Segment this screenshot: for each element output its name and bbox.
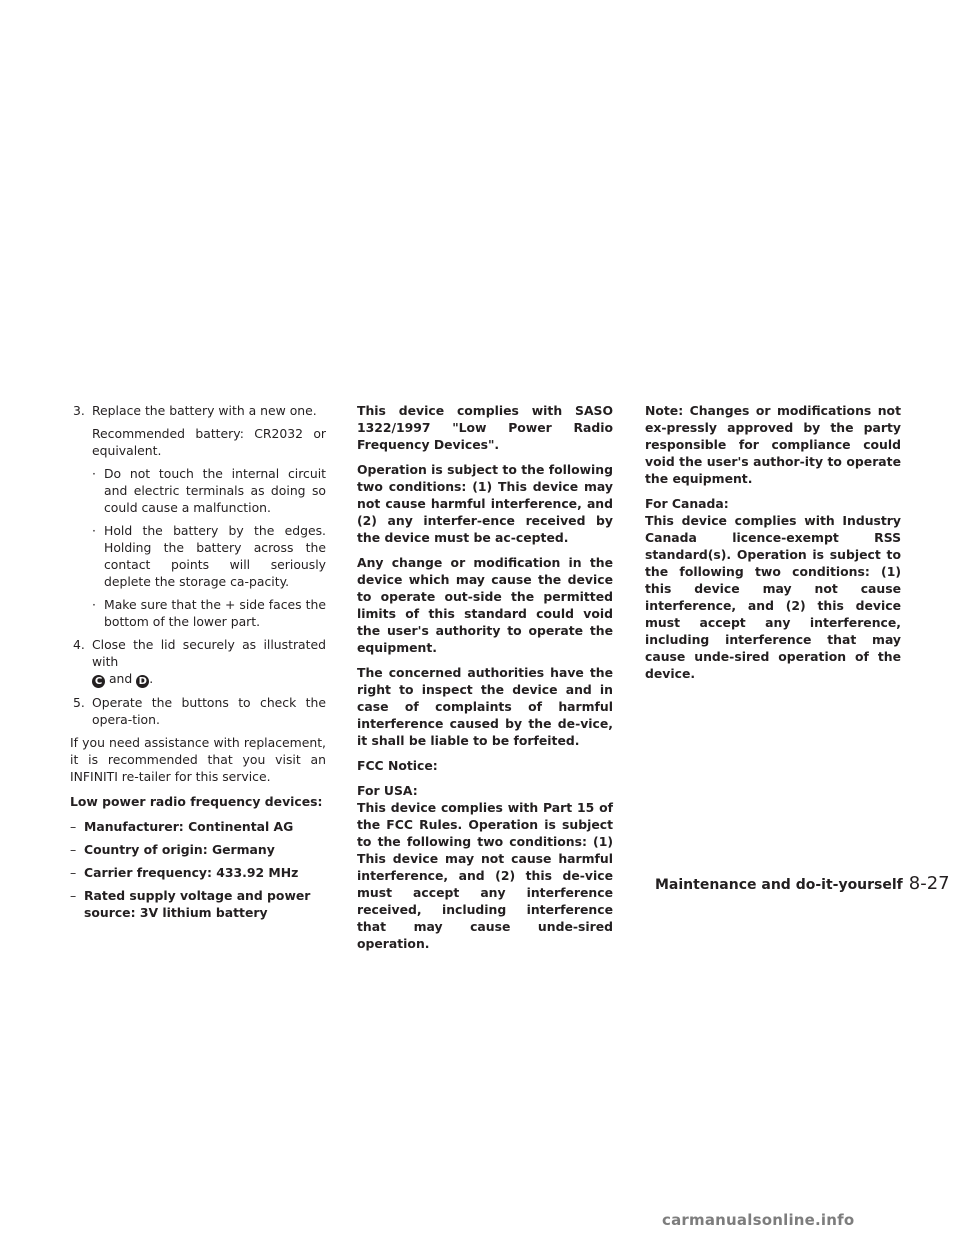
step-3 [70,402,326,419]
bullet-item: · Do not touch the internal circuit and electric terminals as doing so could cause a malfunction. [92,466,326,515]
canada-heading: For Canada: [645,496,729,511]
usa-heading: For USA: [357,783,418,798]
step-4: 4. Close the lid securely as illustrated with C and D . [73,637,326,687]
spec-item: – Manufacturer: Continental AG [70,819,294,834]
note-paragraph: Note: Changes or modifications not ex-pressly approved by the party responsible for compliance could void the user's author-ity to operate the equipment. [645,403,901,486]
section-title: Maintenance and do-it-yourself [655,877,903,893]
step-number: 3. [73,403,85,418]
spec-item: – Carrier frequency: 433.92 MHz [70,865,299,880]
column-middle [357,402,613,960]
circle-c-icon: C [92,675,105,688]
authorities-paragraph: The concerned authorities have the right to inspect the device and in case of complaints of harmful interference caused by the de-vice, it shall be liable to be forfeited. [357,665,613,748]
page-number: 8-27 [908,873,950,894]
spec-item: – Country of origin: Germany [70,842,275,857]
page-footer [655,873,950,894]
fcc-notice-heading: FCC Notice: [357,758,438,773]
low-power-heading: Low power radio frequency devices: [70,794,323,809]
column-right [645,402,901,690]
canada-paragraph: This device complies with Industry Canada licence-exempt RSS standard(s). Operation is subject to the following two conditions: (1) this device may not cause interference, and (2) this device must accept any interference, including interference that may cause unde-sired operation of the device. [645,513,901,681]
bullet-item: · Hold the battery by the edges. Holding the battery across the contact points will seriously deplete the storage ca-pacity. [92,523,326,589]
step-5: 5. Operate the buttons to check the opera-tion. [73,695,326,727]
column-left [70,402,326,927]
modification-paragraph: Any change or modification in the device which may cause the device to operate out-side the permitted limits of this standard could void the user's authority to operate the equipment. [357,555,613,655]
spec-item: – Rated supply voltage and power source: 3V lithium battery [70,888,311,920]
bullet-item: · Make sure that the + side faces the bottom of the lower part. [92,597,326,629]
watermark-logo: carmanualsonline.info [662,1211,855,1229]
conditions-paragraph: Operation is subject to the following two conditions: (1) This device may not cause harmful interference, and (2) any interfer-ence received by the device must be ac-cepted. [357,462,613,545]
step-text: Replace the battery with a new one. [92,403,317,418]
usa-paragraph: This device complies with Part 15 of the FCC Rules. Operation is subject to the following two conditions: (1) This device may not cause harmful interference, and (2) this de-vice must accept any interference received, including interference that may cause unde-sired operation. [357,800,613,951]
circle-d-icon: D [136,675,149,688]
assistance-paragraph: If you need assistance with replacement, it is recommended that you visit an INFINITI re-tailer for this service. [70,735,326,784]
recommended-battery: Recommended battery: CR2032 or equivalent. [92,426,326,458]
saso-paragraph: This device complies with SASO 1322/1997 "Low Power Radio Frequency Devices". [357,403,613,452]
